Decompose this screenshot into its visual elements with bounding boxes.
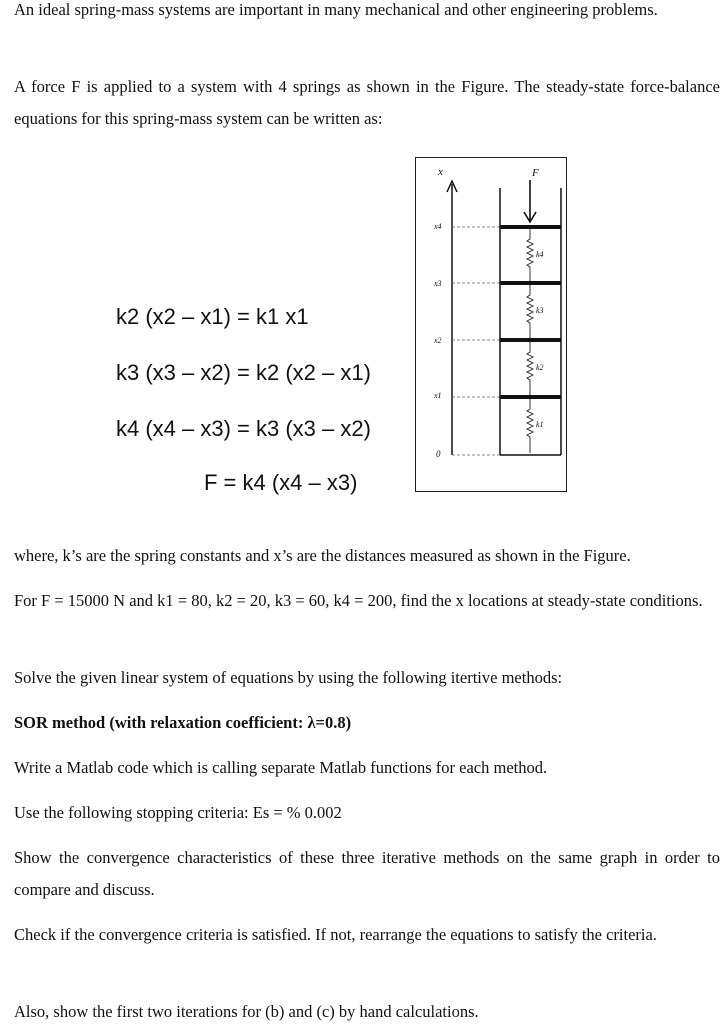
- methods-paragraph: Solve the given linear system of equations by using the following itertive methods:: [14, 668, 563, 687]
- given-values-paragraph: For F = 15000 N and k1 = 80, k2 = 20, k3 = 60, k4 = 200, find the x locations at steady-state conditions.: [14, 591, 703, 610]
- check-criteria-paragraph: Check if the convergence criteria is satisfied. If not, rearrange the equations to satisfy the criteria.: [14, 925, 657, 944]
- problem-statement-paragraph: A force F is applied to a system with 4 springs as shown in the Figure. The steady-state force-balance equations for this spring-mass system can be written as:: [14, 77, 720, 128]
- force-label: F: [532, 167, 539, 179]
- where-paragraph: where, k’s are the spring constants and x’s are the distances measured as shown in the Figure.: [14, 546, 631, 565]
- equation-2: [116, 360, 371, 386]
- spring-mass-figure: [415, 157, 567, 492]
- spring-k1: [527, 399, 533, 453]
- k1-label: k1: [536, 420, 544, 429]
- convergence-paragraph: Show the convergence characteristics of these three iterative methods on the same graph in order to compare and discuss.: [14, 848, 720, 899]
- dashed-guide-lines: [452, 227, 500, 455]
- intro-paragraph: An ideal spring-mass systems are important in many mechanical and other engineering problems.: [14, 0, 658, 19]
- equation-1: [116, 304, 309, 330]
- x2-label: x2: [434, 336, 442, 345]
- k4-label: k4: [536, 250, 544, 259]
- equation-3-text: k4 (x4 – x3) = k3 (x3 – x2): [116, 416, 371, 441]
- matlab-paragraph: Write a Matlab code which is calling separate Matlab functions for each method.: [14, 758, 548, 777]
- sor-method-heading: SOR method (with relaxation coefficient: λ=0.8): [14, 713, 352, 732]
- spring-k4: [527, 229, 533, 281]
- x3-label: x3: [434, 279, 442, 288]
- spring-mass-diagram: [416, 158, 566, 491]
- equation-1-text: k2 (x2 – x1) = k1 x1: [116, 304, 309, 329]
- k3-label: k3: [536, 306, 544, 315]
- x1-label: x1: [434, 391, 442, 400]
- x4-label: x4: [434, 222, 442, 231]
- equation-4: [204, 470, 357, 496]
- equation-2-text: k3 (x3 – x2) = k2 (x2 – x1): [116, 360, 371, 385]
- hand-calc-paragraph: Also, show the first two iterations for (b) and (c) by hand calculations.: [14, 1002, 479, 1021]
- k2-label: k2: [536, 363, 544, 372]
- spring-k2: [527, 342, 533, 395]
- equation-3: [116, 416, 371, 442]
- mass-plates: [500, 227, 561, 397]
- x-axis-label: x: [438, 166, 443, 178]
- equation-4-text: F = k4 (x4 – x3): [204, 470, 358, 495]
- stopping-criteria-paragraph: Use the following stopping criteria: Es = % 0.002: [14, 803, 342, 822]
- origin-label: 0: [436, 449, 441, 459]
- spring-k3: [527, 285, 533, 338]
